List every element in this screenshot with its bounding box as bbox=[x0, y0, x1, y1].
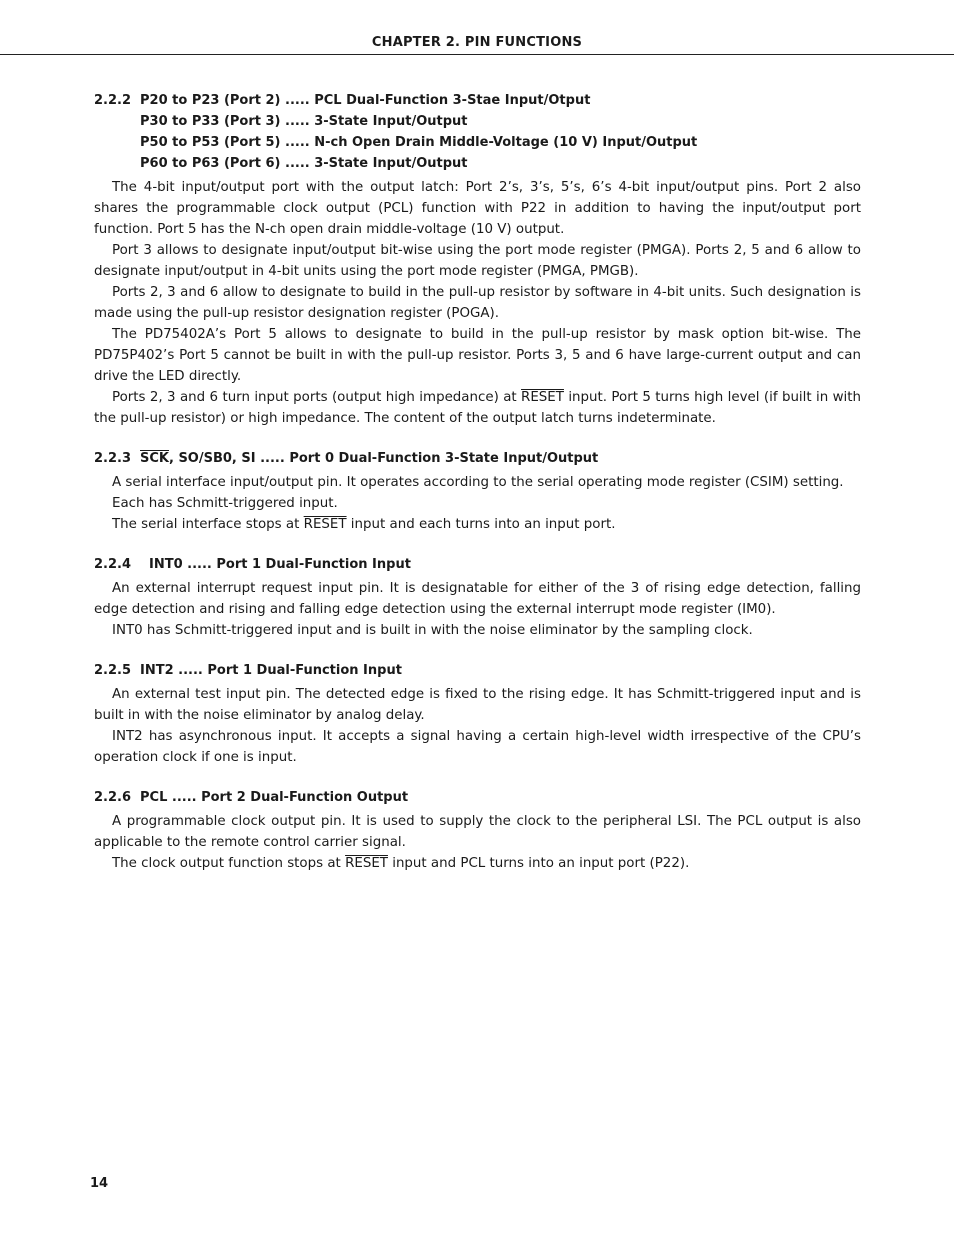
section-2-2-5 bbox=[94, 660, 861, 768]
page-header: CHAPTER 2. PIN FUNCTIONS bbox=[371, 35, 583, 50]
section-heading bbox=[94, 660, 861, 681]
text-span: input. Port 5 turns high level (if built in with the pull-up resistor) or high impedance. The content of the output latch turns indeterminate. bbox=[94, 390, 862, 426]
paragraph: Ports 2, 3 and 6 allow to designate to build in the pull-up resistor by software in 4-bit units. Such designation is made using the pull-up resistor designation register (POGA). bbox=[94, 285, 861, 321]
section-number: 2.2.5 bbox=[94, 663, 132, 678]
section-heading bbox=[94, 787, 861, 808]
paragraph: An external test input pin. The detected edge is fixed to the rising edge. It has Schmitt-triggered input and is built in with the noise eliminator by analog delay. bbox=[94, 687, 861, 723]
paragraph: A serial interface input/output pin. It operates according to the serial operating mode register (CSIM) setting. bbox=[112, 475, 844, 490]
section-title: PCL ..... Port 2 Dual-Function Output bbox=[140, 790, 409, 805]
section-number: 2.2.6 bbox=[94, 790, 132, 805]
section-title-line-2: P30 to P33 (Port 3) ..... 3-State Input/Output bbox=[140, 114, 468, 129]
paragraph: A programmable clock output pin. It is used to supply the clock to the peripheral LSI. The PCL output is also applicable to the remote control carrier signal. bbox=[94, 814, 861, 850]
section-2-2-3 bbox=[94, 448, 861, 535]
paragraph: Each has Schmitt-triggered input. bbox=[112, 496, 338, 511]
section-number: 2.2.4 bbox=[94, 557, 132, 572]
section-2-2-2 bbox=[94, 90, 861, 429]
section-2-2-6 bbox=[94, 787, 861, 874]
reset-signal: RESET bbox=[521, 390, 564, 405]
paragraph: The 4-bit input/output port with the output latch: Port 2’s, 3’s, 5’s, 6’s 4-bit input/output pins. Port 2 also shares the programmable clock output (PCL) function with P22 in addition to having the input/output port function. Port 5 has the N-ch open drain middle-voltage (10 V) output. bbox=[94, 180, 861, 237]
reset-signal: RESET bbox=[303, 517, 347, 532]
paragraph: Port 3 allows to designate input/output bit-wise using the port mode register (PMGA). Ports 2, 5 and 6 allow to designate input/output in 4-bit units using the port mode register (PMGA, PMGB). bbox=[94, 243, 861, 279]
section-heading bbox=[94, 90, 861, 111]
paragraph bbox=[94, 853, 861, 874]
section-title-line-3: P50 to P53 (Port 5) ..... N-ch Open Drain Middle-Voltage (10 V) Input/Output bbox=[140, 135, 698, 150]
text-span: input and PCL turns into an input port (P22). bbox=[387, 856, 690, 871]
section-2-2-4 bbox=[94, 554, 861, 641]
text-span: input and each turns into an input port. bbox=[346, 517, 616, 532]
paragraph: An external interrupt request input pin. It is designatable for either of the 3 of rising edge detection, falling edge detection and rising and falling edge detection using the external interrupt mode register (IM0). bbox=[94, 581, 861, 617]
paragraph: INT0 has Schmitt-triggered input and is built in with the noise eliminator by the sampling clock. bbox=[112, 623, 753, 638]
paragraph: INT2 has asynchronous input. It accepts a signal having a certain high-level width irrespective of the CPU’s operation clock if one is input. bbox=[94, 729, 861, 765]
paragraph bbox=[94, 514, 861, 535]
section-title-line-1: P20 to P23 (Port 2) ..... PCL Dual-Function 3-Stae Input/Otput bbox=[140, 93, 591, 108]
text-span: The clock output function stops at bbox=[112, 856, 346, 871]
text-span: Ports 2, 3 and 6 turn input ports (output high impedance) at bbox=[112, 390, 522, 405]
paragraph: The PD75402A’s Port 5 allows to designate to build in the pull-up resistor by mask option bit-wise. The PD75P402’s Port 5 cannot be built in with the pull-up resistor. Ports 3, 5 and 6 have large-current output and can drive the LED directly. bbox=[94, 327, 861, 384]
text-span: The serial interface stops at bbox=[112, 517, 304, 532]
sck-signal: $\overline{SCK}$ bbox=[140, 451, 169, 466]
page-content bbox=[94, 90, 861, 874]
section-number: 2.2.2 bbox=[94, 93, 132, 108]
section-heading bbox=[94, 448, 861, 469]
header-rule bbox=[0, 54, 954, 55]
section-title: INT0 ..... Port 1 Dual-Function Input bbox=[149, 557, 411, 572]
section-title-line-4: P60 to P63 (Port 6) ..... 3-State Input/Output bbox=[140, 156, 468, 171]
section-number: 2.2.3 bbox=[94, 451, 132, 466]
reset-signal: RESET bbox=[345, 856, 388, 871]
section-title: INT2 ..... Port 1 Dual-Function Input bbox=[140, 663, 402, 678]
section-title: , SO/SB0, SI ..... Port 0 Dual-Function 3-State Input/Output bbox=[168, 451, 599, 466]
paragraph bbox=[94, 387, 861, 429]
page-number: 14 bbox=[90, 1176, 109, 1191]
section-heading bbox=[94, 554, 861, 575]
